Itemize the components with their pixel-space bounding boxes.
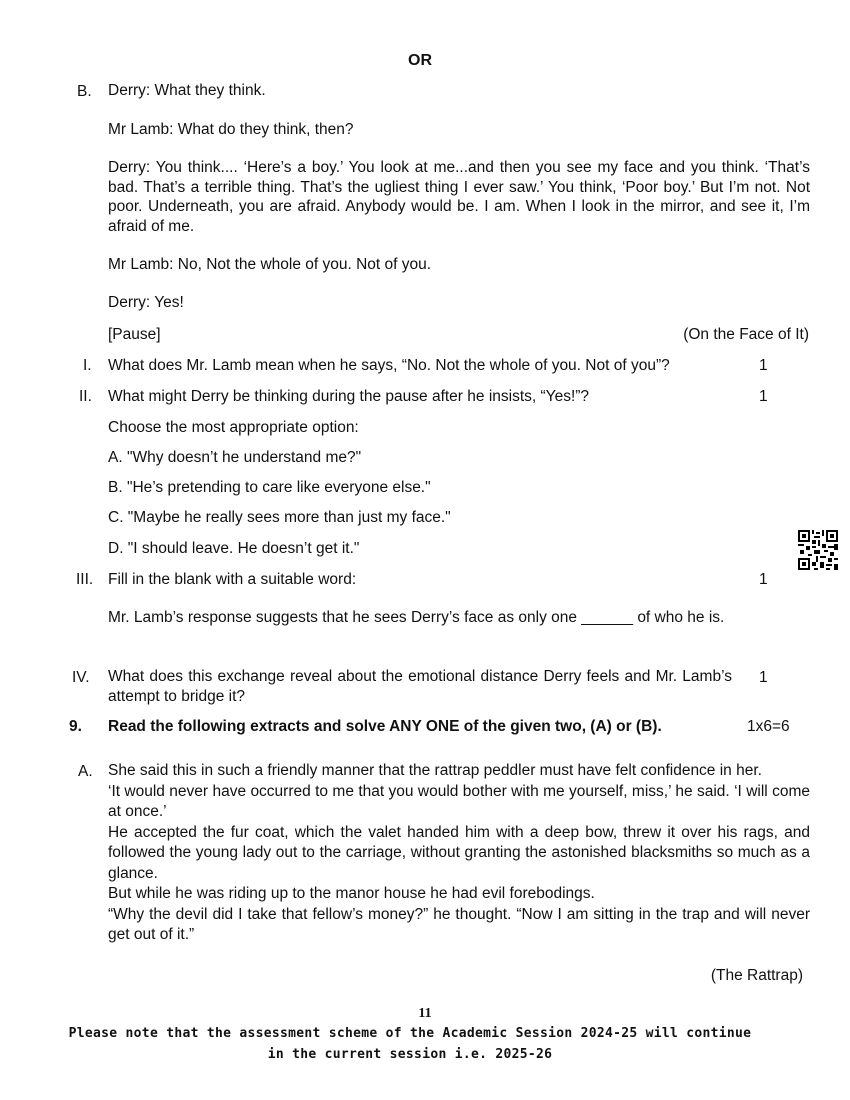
- question-9-marks: 1x6=6: [747, 718, 790, 735]
- question-text: Fill in the blank with a suitable word:: [108, 571, 357, 588]
- question-marks: 1: [759, 669, 768, 686]
- choose-instruction: Choose the most appropriate option:: [108, 419, 359, 436]
- extract-paragraph: She said this in such a friendly manner that the rattrap peddler must have felt confidence in her.: [108, 762, 762, 779]
- option-item: D. "I should leave. He doesn’t get it.": [108, 540, 360, 557]
- question-number: III.: [76, 571, 94, 588]
- question-number: II.: [79, 388, 92, 405]
- extract-paragraph: “Why the devil did I take that fellow’s money?” he thought. “Now I am sitting in the trap and will never get out of it.”: [108, 905, 810, 943]
- dialogue-line: Mr Lamb: What do they think, then?: [108, 121, 354, 138]
- dialogue-line: Derry: What they think.: [108, 82, 266, 99]
- source-citation: (On the Face of It): [683, 326, 809, 343]
- question-number: I.: [83, 357, 92, 374]
- question-text: What does this exchange reveal about the emotional distance Derry feels and Mr. Lamb’s attempt to bridge it?: [108, 668, 732, 705]
- question-text: What might Derry be thinking during the pause after he insists, “Yes!”?: [108, 388, 590, 405]
- question-text: What does Mr. Lamb mean when he says, “No. Not the whole of you. Not of you”?: [108, 357, 670, 374]
- or-heading: OR: [408, 52, 432, 69]
- question-9-number: 9.: [69, 718, 82, 735]
- extract-passage: [108, 761, 810, 946]
- question-marks: 1: [759, 571, 768, 588]
- footer-note-line-2: in the current session i.e. 2025-26: [267, 1047, 553, 1062]
- section-b-label: B.: [77, 83, 92, 100]
- footer-note-line-1: Please note that the assessment scheme of the Academic Session 2024-25 will continue: [68, 1026, 752, 1041]
- extract-paragraph: ‘It would never have occurred to me that you would bother with me yourself, miss,’ he said. ‘I will come at once.’: [108, 782, 810, 820]
- dialogue-line: Mr Lamb: No, Not the whole of you. Not of you.: [108, 256, 432, 273]
- pause-text: [Pause]: [108, 326, 161, 343]
- fill-blank-sentence: Mr. Lamb’s response suggests that he sees Derry’s face as only one ______ of who he is.: [108, 609, 725, 626]
- dialogue-line: Derry: Yes!: [108, 294, 184, 311]
- question-number: IV.: [72, 669, 90, 686]
- option-item: A. "Why doesn’t he understand me?": [108, 449, 362, 466]
- option-item: B. "He’s pretending to care like everyone else.": [108, 479, 431, 496]
- extract-paragraph: But while he was riding up to the manor house he had evil forebodings.: [108, 885, 595, 902]
- option-item: C. "Maybe he really sees more than just my face.": [108, 509, 451, 526]
- extract-paragraph: He accepted the fur coat, which the valet handed him with a deep bow, threw it over his rags, and followed the young lady out to the carriage, without granting the astonished blacksmiths so much as a glance.: [108, 823, 810, 882]
- question-9-text: Read the following extracts and solve ANY ONE of the given two, (A) or (B).: [108, 718, 662, 735]
- question-marks: 1: [759, 357, 768, 374]
- qr-code-icon: [798, 530, 838, 570]
- question-marks: 1: [759, 388, 768, 405]
- section-a-label: A.: [78, 763, 93, 780]
- source-citation: (The Rattrap): [710, 967, 803, 984]
- dialogue-paragraph: Derry: You think.... ‘Here’s a boy.’ You look at me...and then you see my face and you think. ‘That’s bad. That’s a terrible thing. That’s the ugliest thing I ever saw.’ You think, ‘Poor boy.’ But I’m not. Not poor. Underneath, you are afraid. Anybody would be. I am. When I look in the mirror, and see it, I’m afraid of me.: [108, 159, 810, 235]
- page-number: 11: [418, 1006, 432, 1021]
